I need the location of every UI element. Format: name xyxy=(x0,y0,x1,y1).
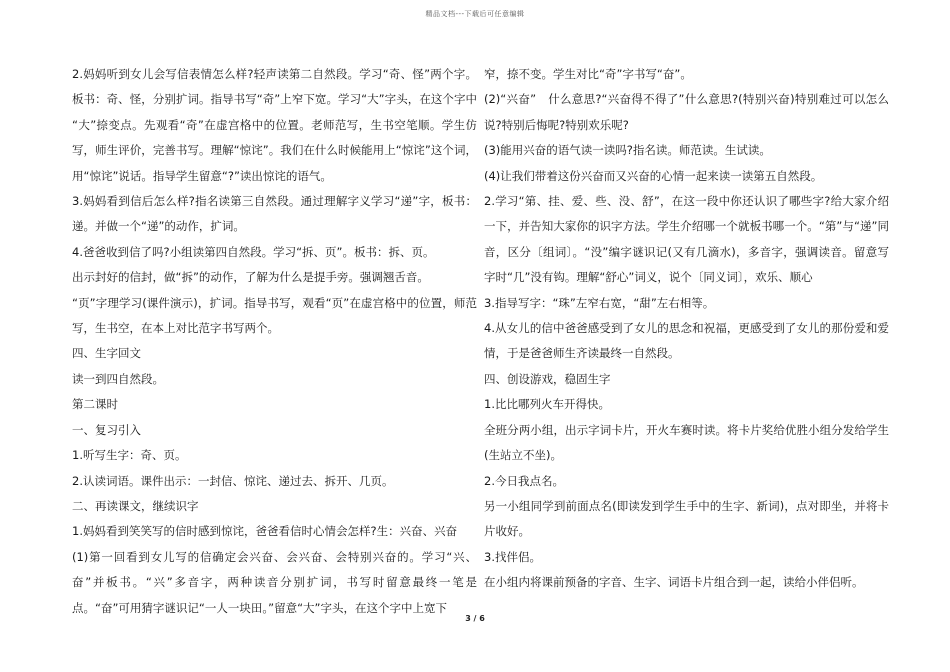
section-heading: 二、再读课文，继续识字 xyxy=(72,498,199,513)
section-heading: 四、生字回文 xyxy=(72,346,141,361)
paragraph: 1.妈妈看到笑笑写的信时感到惊诧，爸爸看信时心情会怎样?生：兴奋、兴奋 xyxy=(72,524,458,539)
paragraph: 3.指导写字：“珠”左窄右宽，“甜”左右相等。 xyxy=(484,295,715,310)
paragraph: 出示封好的信封，做“拆”的动作，了解为什么是提手旁。强调翘舌音。 xyxy=(72,270,429,285)
paragraph: 2.妈妈听到女儿会写信表情怎么样?轻声读第二自然段。学习“奇、怪”两个字。板书：奇、怪，分别扩词。指导书写“奇”上窄下宽。学习“大”字头，在这个字中 “大”捺变点。先观看“奇”在虚宫格中的位置。老师范写，生书空笔顺。学生仿写，师生评价，完善书写。理解“惊诧”。我们在什么时候能用上“惊诧”这个词，用“惊诧”说话。指导学生留意“?”读出惊诧的语气。 xyxy=(72,67,477,183)
paragraph: 4.从女儿的信中爸爸感受到了女儿的思念和祝福，更感受到了女儿的那份爱和爱情，于是爸爸师生齐读最终一自然段。 xyxy=(484,321,889,361)
paragraph: 全班分两小组，出示字词卡片，开火车赛时读。将卡片奖给优胜小组分发给学生(生站立不坐)。 xyxy=(484,422,889,463)
paragraph: (3)能用兴奋的语气读一读吗?指名读。师范读。生试读。 xyxy=(484,143,771,158)
right-column xyxy=(484,62,889,596)
paragraph: 1.比比哪列火车开得快。 xyxy=(484,397,610,412)
paragraph: (2)“兴奋” 什么意思?“兴奋得不得了”什么意思?(特别兴奋)特别难过可以怎么说?特别后悔呢?特别欢乐呢? xyxy=(484,92,889,132)
page-number: 3 / 6 xyxy=(465,614,485,623)
paragraph: (4)让我们带着这份兴奋而又兴奋的心情一起来读一读第五自然段。 xyxy=(484,168,823,183)
section-heading: 第二课时 xyxy=(72,397,118,412)
paragraph: 2.学习“第、挂、爱、些、没、舒”，在这一段中你还认识了哪些字?给大家介绍一下，并告知大家你的识字方法。学生介绍哪一个就板书哪一个。“第”与“递”同音，区分〔组词〕。“没”编字谜识记(又有几滴水)，多音字，强调读音。留意写字时“几”没有钩。理解“舒心”词义，说个〔同义词〕，欢乐、顺心 xyxy=(484,194,889,285)
paragraph: 3.妈妈看到信后怎么样?指名读第三自然段。通过理解字义学习“递”字，板书：递。并做一个“递”的动作，扩词。 xyxy=(72,194,477,234)
section-heading: 四、创设游戏，稳固生字 xyxy=(484,371,611,386)
page-header: 精品文档---下载后可任意编辑 xyxy=(425,10,525,18)
paragraph: (1)第一回看到女儿写的信确定会兴奋、会兴奋、会特别兴奋的。学习“兴、奋”并板书。“兴”多音字，两种读音分别扩词，书写时留意最终一笔是点。“奋”可用猜字谜识记“一人一块田。”留意“大”字头，在这个字中上宽下 xyxy=(72,549,477,615)
paragraph: 2.今日我点名。 xyxy=(484,473,564,488)
paragraph: 2.认读词语。课件出示：一封信、惊诧、递过去、拆开、几页。 xyxy=(72,473,394,488)
paragraph: 读一到四自然段。 xyxy=(72,371,164,386)
section-heading: 一、复习引入 xyxy=(72,422,141,437)
left-column xyxy=(72,62,477,621)
paragraph: 4.爸爸收到信了吗?小组读第四自然段。学习“拆、页”。板书：拆、页。 xyxy=(72,244,435,259)
paragraph: 3.找伴侣。 xyxy=(484,549,541,564)
paragraph: 另一小组同学到前面点名(即读发到学生手中的生字、新词)，点对即坐，并将卡片收好。 xyxy=(484,498,889,539)
paragraph: 在小组内将课前预备的字音、生字、词语卡片组合到一起，读给小伴侣听。 xyxy=(484,575,864,590)
paragraph: 1.听写生字：奇、页。 xyxy=(72,448,187,463)
paragraph: 窄，捺不变。学生对比“奇”字书写“奋”。 xyxy=(484,67,692,81)
paragraph: “页”字理学习(课件演示)，扩词。指导书写，观看“页”在虚宫格中的位置，师范写，生书空，在本上对比范字书写两个。 xyxy=(72,295,477,336)
